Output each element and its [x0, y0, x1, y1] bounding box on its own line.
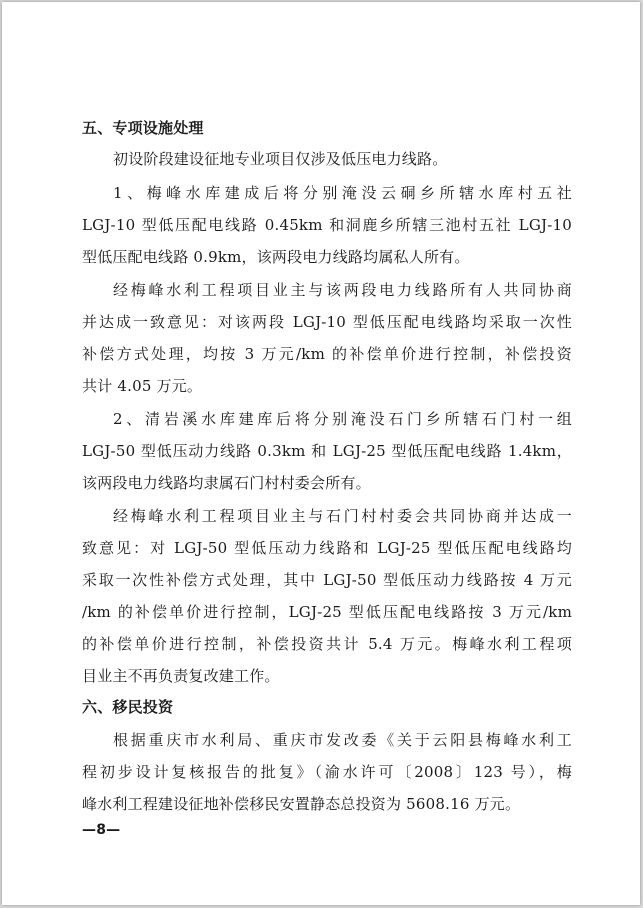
- section6-line-3: 峰水利工程建设征地补偿移民安置静态总投资为 5608.16 万元。: [82, 795, 521, 813]
- para1-line-1: 经梅峰水利工程项目业主与该两段电力线路所有人共同协商: [113, 281, 572, 299]
- section-5-intro: 初设阶段建设征地专业项目仅涉及低压电力线路。: [113, 150, 448, 168]
- item1-line-1: 1、梅峰水库建成后将分别淹没云硐乡所辖水库村五社: [113, 184, 572, 202]
- para2-line-1: 经梅峰水利工程项目业主与石门村村委会共同协商并达成一: [113, 507, 572, 525]
- para1-line-4: 共计 4.05 万元。: [82, 377, 203, 395]
- para2-line-2: 致意见：对 LGJ-50 型低压动力线路和 LGJ-25 型低压配电线路均: [82, 539, 572, 557]
- item2-line-3: 该两段电力线路均隶属石门村村委会所有。: [82, 474, 371, 492]
- para1-line-2: 并达成一致意见：对该两段 LGJ-10 型低压配电线路均采取一次性: [82, 313, 572, 331]
- para2-line-6: 目业主不再负责复改建工作。: [82, 667, 280, 685]
- section-6-heading: 六、移民投资: [82, 698, 174, 716]
- para2-line-3: 采取一次性补偿方式处理，其中 LGJ-50 型低压动力线路按 4 万元: [82, 571, 572, 589]
- item2-line-1: 2、清岩溪水库建库后将分别淹没石门乡所辖石门村一组: [113, 410, 572, 428]
- document-page: [2, 2, 640, 905]
- section6-line-2: 程初步设计复核报告的批复》（渝水许可〔2008〕123 号），梅: [82, 763, 572, 781]
- section6-line-1: 根据重庆市水利局、重庆市发改委《关于云阳县梅峰水利工: [113, 731, 572, 749]
- para1-line-3: 补偿方式处理，均按 3 万元/km 的补偿单价进行控制，补偿投资: [82, 345, 572, 363]
- para2-line-4: /km 的补偿单价进行控制，LGJ-25 型低压配电线路按 3 万元/km: [82, 603, 572, 621]
- section-5-heading: 五、专项设施处理: [82, 119, 204, 137]
- para2-line-5: 的补偿单价进行控制，补偿投资共计 5.4 万元。梅峰水利工程项: [82, 635, 572, 653]
- item2-line-2: LGJ-50 型低压动力线路 0.3km 和 LGJ-25 型低压配电线路 1.4km，: [82, 442, 572, 460]
- page-number: —8—: [82, 822, 121, 838]
- item1-line-3: 型低压配电线路 0.9km，该两段电力线路均属私人所有。: [82, 248, 470, 266]
- item1-line-2: LGJ-10 型低压配电线路 0.45km 和洞鹿乡所辖三池村五社 LGJ-10: [82, 216, 572, 234]
